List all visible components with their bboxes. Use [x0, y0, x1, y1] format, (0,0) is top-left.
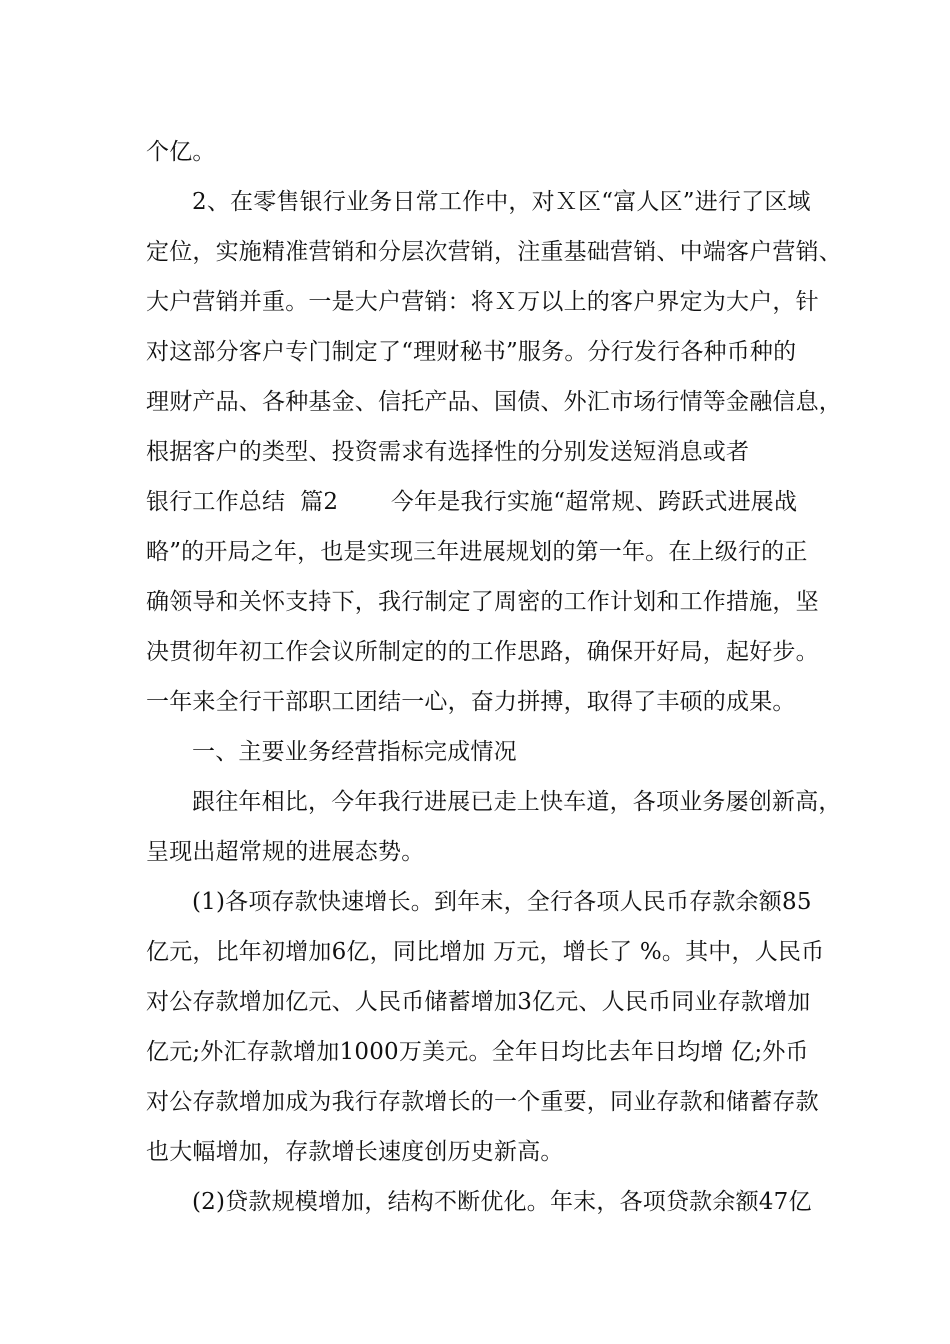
text-line: 确领导和关怀支持下，我行制定了周密的工作计划和工作措施，坚	[146, 589, 819, 615]
text-line: 个亿。	[146, 139, 216, 165]
paragraph-first-line: (2)贷款规模增加，结构不断优化。年末，各项贷款余额47亿	[192, 1189, 812, 1215]
text-line: 理财产品、各种基金、信托产品、国债、外汇市场行情等金融信息，	[146, 389, 842, 415]
text-line: 对这部分客户专门制定了“理财秘书”服务。分行发行各种币种的	[146, 339, 797, 365]
section-heading-line: 银行工作总结 篇2 今年是我行实施“超常规、跨跃式进展战	[146, 489, 798, 515]
paragraph-first-line: 跟往年相比，今年我行进展已走上快车道，各项业务屡创新高，	[192, 789, 842, 815]
subheading-line: 一、主要业务经营指标完成情况	[192, 739, 517, 765]
text-line: 一年来全行干部职工团结一心，奋力拼搏，取得了丰硕的成果。	[146, 689, 796, 715]
text-line: 略”的开局之年，也是实现三年进展规划的第一年。在上级行的正	[146, 539, 808, 565]
text-line: 大户营销并重。一是大户营销：将Ｘ万以上的客户界定为大户，针	[146, 289, 819, 315]
text-line: 亿元，比年初增加6亿，同比增加 万元，增长了 %。其中，人民币	[146, 939, 825, 965]
text-line: 定位，实施精准营销和分层次营销，注重基础营销、中端客户营销、	[146, 239, 842, 265]
paragraph-first-line: (1)各项存款快速增长。到年末，全行各项人民币存款余额85	[192, 889, 812, 915]
text-line: 决贯彻年初工作会议所制定的的工作思路，确保开好局，起好步。	[146, 639, 819, 665]
text-line: 呈现出超常规的进展态势。	[146, 839, 425, 865]
paragraph-first-line: 2、在零售银行业务日常工作中，对Ｘ区“富人区”进行了区域	[192, 189, 811, 215]
text-line: 根据客户的类型、投资需求有选择性的分别发送短消息或者	[146, 439, 750, 465]
text-line: 亿元;外汇存款增加1000万美元。全年日均比去年日均增 亿;外币	[146, 1039, 809, 1065]
text-line: 也大幅增加，存款增长速度创历史新高。	[146, 1139, 564, 1165]
text-line: 对公存款增加成为我行存款增长的一个重要，同业存款和储蓄存款	[146, 1089, 819, 1115]
text-line: 对公存款增加亿元、人民币储蓄增加3亿元、人民币同业存款增加	[146, 989, 811, 1015]
